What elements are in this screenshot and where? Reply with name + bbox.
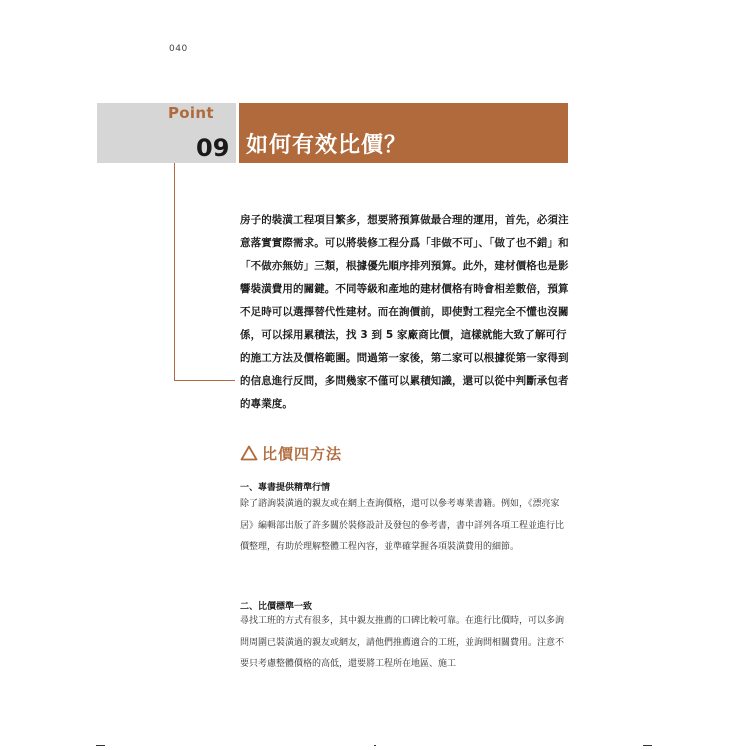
crop-mark-left: [96, 745, 105, 746]
method-2-body: 尋找工班的方式有很多，其中親友推薦的口碑比較可靠。在進行比價時，可以多詢問周圍已裝潢過的親友或網友，請他們推薦適合的工班，並詢問相關費用。注意不要只考慮整體價格的高低，還要將工程所在地區、施工: [240, 616, 565, 669]
page-title: 如何有效比價？: [246, 133, 408, 158]
section-title: 比價四方法: [262, 444, 343, 463]
accent-vertical-line: [174, 163, 175, 381]
crop-mark-right: [643, 745, 652, 746]
page-number: 040: [169, 44, 188, 54]
accent-horizontal-line: [174, 380, 235, 381]
point-label: Point: [168, 104, 214, 122]
intro-paragraph: 房子的裝潢工程項目繁多，想要將預算做最合理的運用，首先，必須注意落實實際需求。可以將裝修工程分爲「非做不可」、「做了也不錯」和「不做亦無妨」三類，根據優先順序排列預算。此外，建材價格也是影響裝潢費用的關鍵。不同等級和產地的建材價格有時會相差數倍，預算不足時可以選擇替代性建材。而在詢價前，即使對工程完全不懂也沒關係，可以採用累積法，找 3 到 5 家廠商比價，這樣就能大致了解可行的施工方法及價格範圍。問過第一家後，第二家可以根據從第一家得到的信息進行反問，多問幾家不僅可以累積知識，還可以從中判斷承包者的專業度。: [240, 214, 569, 410]
section-heading: [240, 440, 342, 466]
method-2-heading: 二、比價標準一致: [240, 602, 313, 612]
method-1-heading: 一、專書提供精準行情: [240, 483, 331, 493]
method-1-body: 除了諮詢裝潢過的親友或在網上查詢價格，還可以參考專業書籍。例如，《漂亮家居》編輯部出版了許多關於裝修設計及發包的參考書，書中詳列各項工程並進行比價整理，有助於理解整體工程內容，並準確掌握各項裝潢費用的細節。: [240, 499, 565, 552]
crop-mark-center: [374, 745, 376, 746]
point-number: 09: [196, 134, 230, 162]
triangle-outline-icon: [240, 445, 258, 461]
